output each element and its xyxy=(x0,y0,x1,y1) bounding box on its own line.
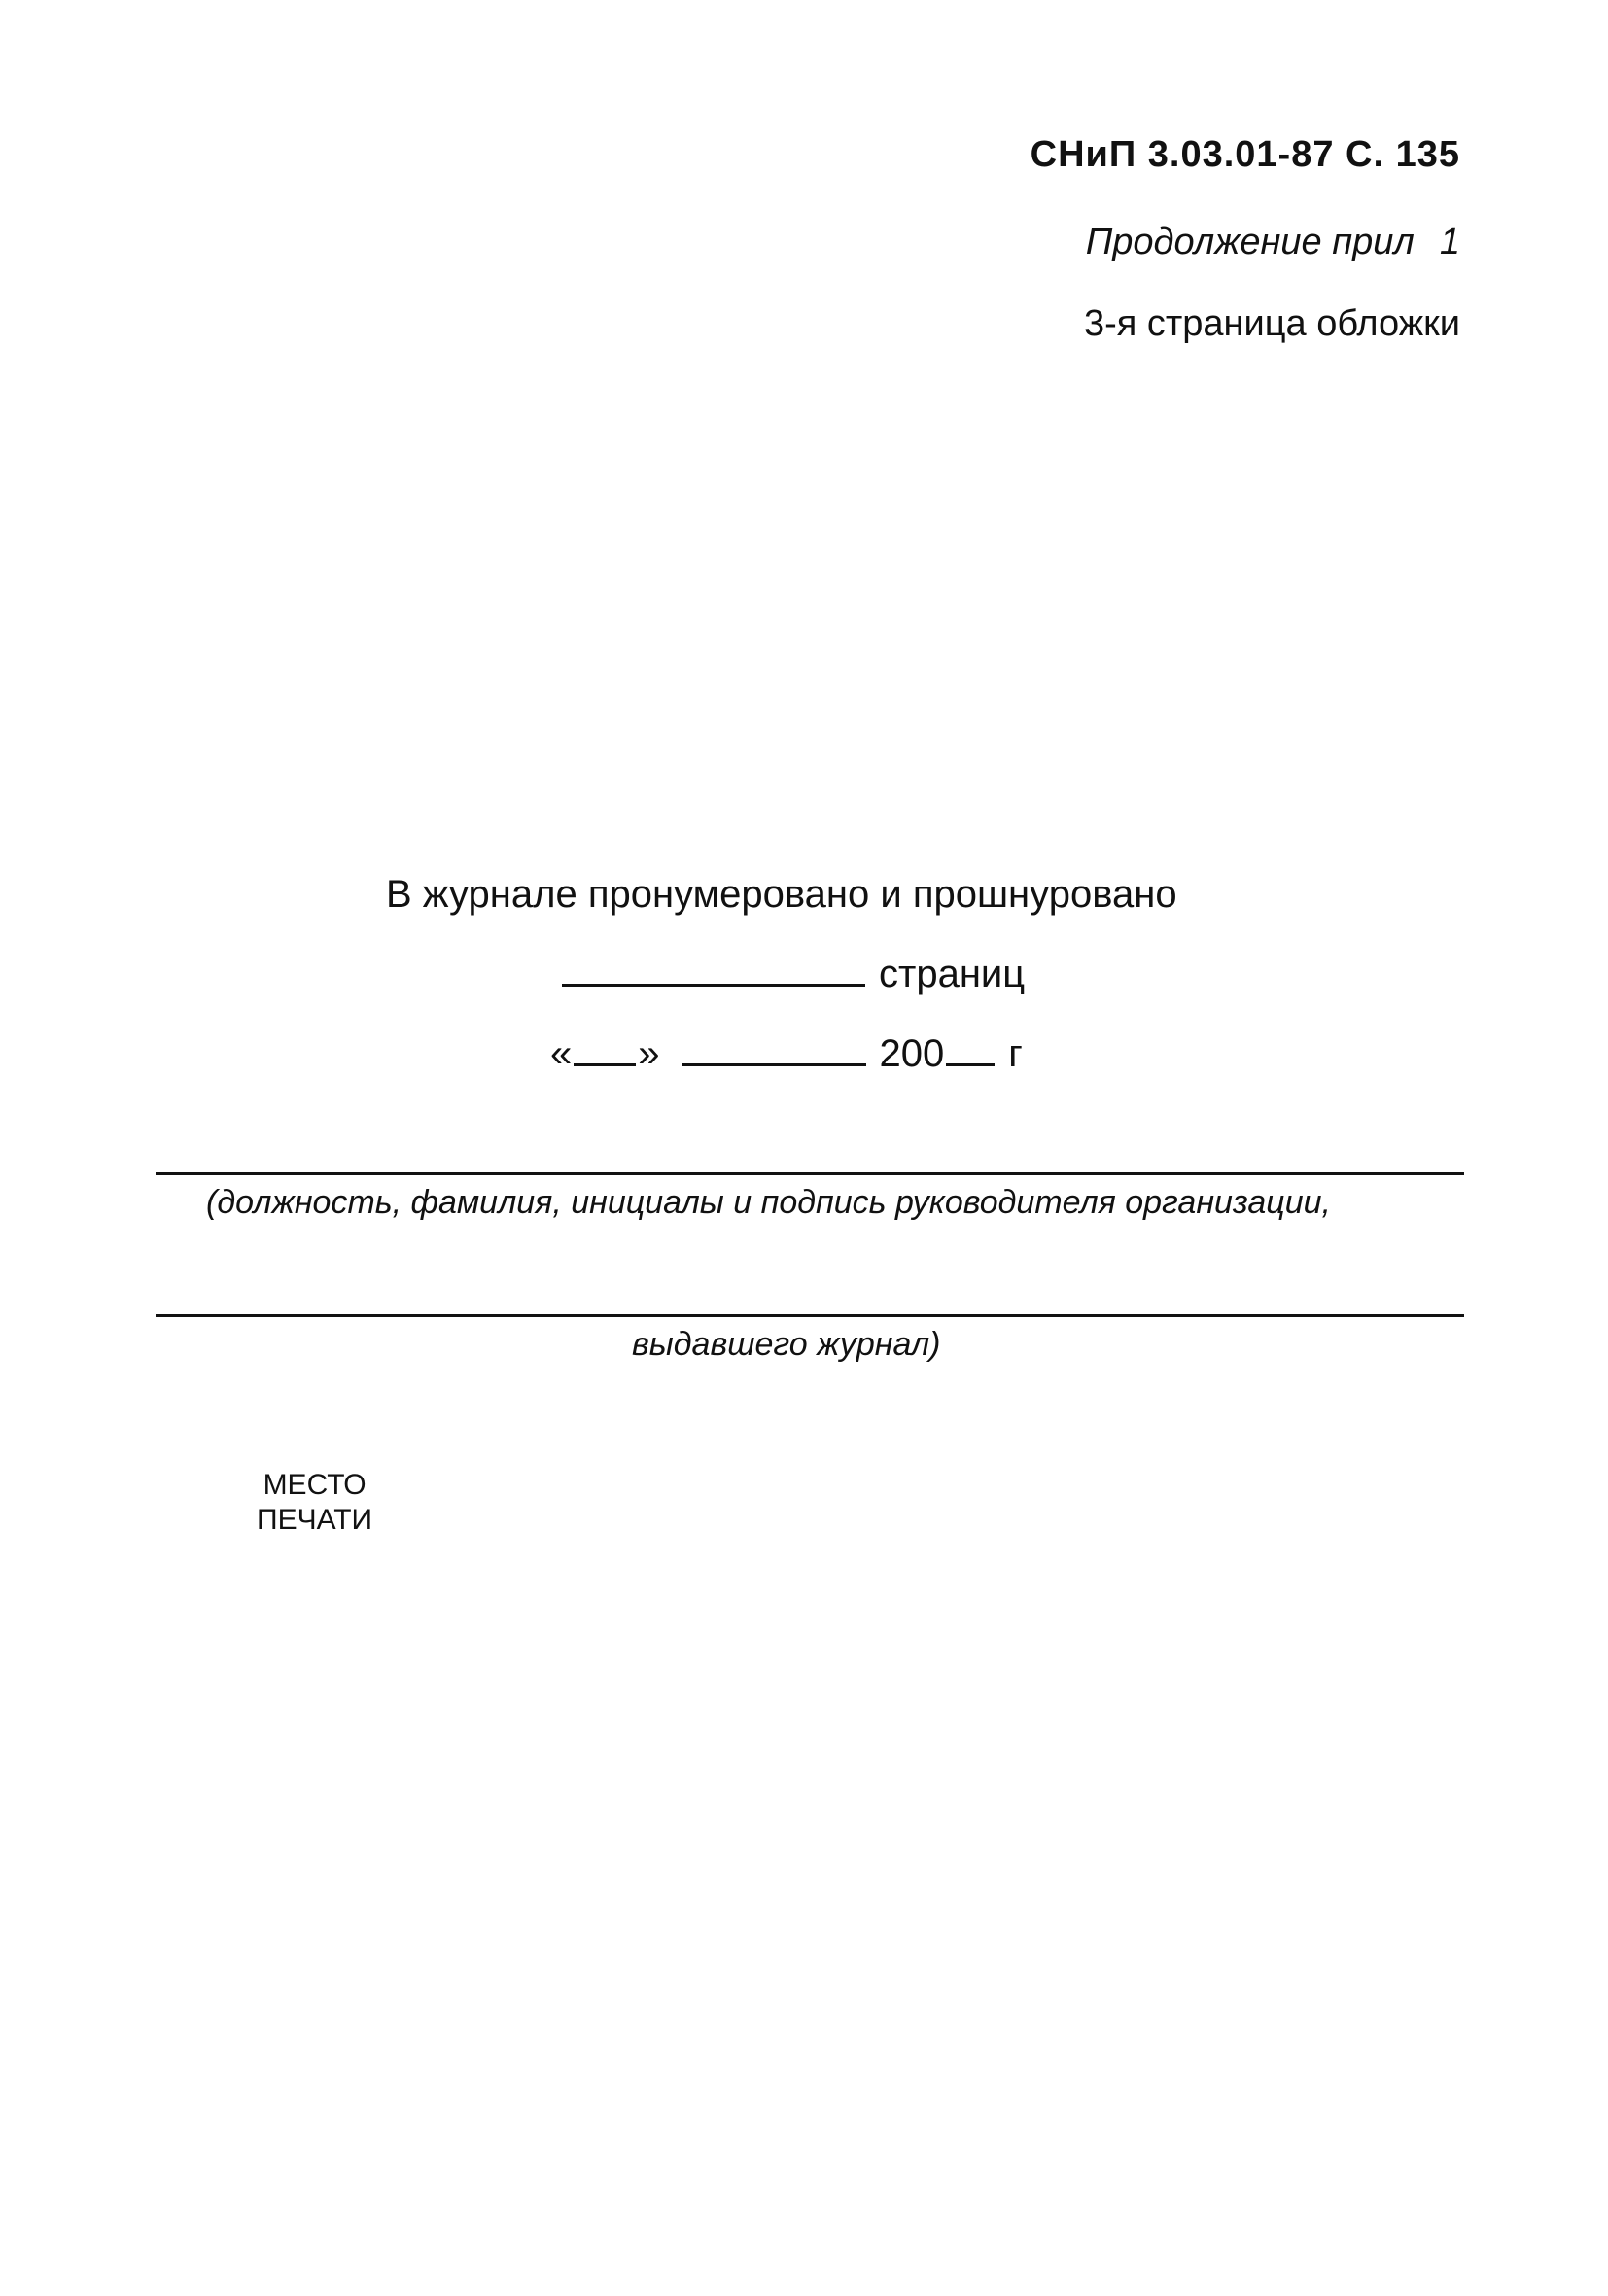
cover-page-label: 3-я страница обложки xyxy=(1083,303,1460,344)
year-suffix: г xyxy=(1008,1032,1023,1075)
signature-caption-2: выдавшего журнал) xyxy=(632,1326,941,1363)
year-blank[interactable] xyxy=(946,1034,995,1066)
signature-line-1[interactable] xyxy=(156,1172,1464,1175)
appendix-continuation-label: Продолжение прил xyxy=(1085,222,1415,262)
day-blank[interactable] xyxy=(574,1034,636,1066)
signature-line-2[interactable] xyxy=(156,1314,1464,1317)
page-count-blank[interactable] xyxy=(562,955,865,987)
quote-open: « xyxy=(550,1032,573,1075)
stamp-line-1: МЕСТО xyxy=(262,1469,367,1501)
stamp-line-2: ПЕЧАТИ xyxy=(257,1504,373,1536)
appendix-continuation xyxy=(1086,222,1460,263)
month-blank[interactable] xyxy=(682,1034,866,1066)
pages-label: страниц xyxy=(879,953,1026,995)
page-count-row xyxy=(562,953,1025,996)
date-row xyxy=(550,1032,1023,1076)
appendix-number: 1 xyxy=(1439,222,1460,262)
year-prefix: 200 xyxy=(879,1032,945,1075)
document-code: СНиП 3.03.01-87 С. 135 xyxy=(1030,134,1460,175)
signature-caption-1: (должность, фамилия, инициалы и подпись руководителя организации, xyxy=(206,1184,1331,1221)
certification-statement: В журнале пронумеровано и прошнуровано xyxy=(386,873,1177,916)
quote-close: » xyxy=(638,1032,660,1075)
stamp-placeholder xyxy=(257,1468,372,1538)
